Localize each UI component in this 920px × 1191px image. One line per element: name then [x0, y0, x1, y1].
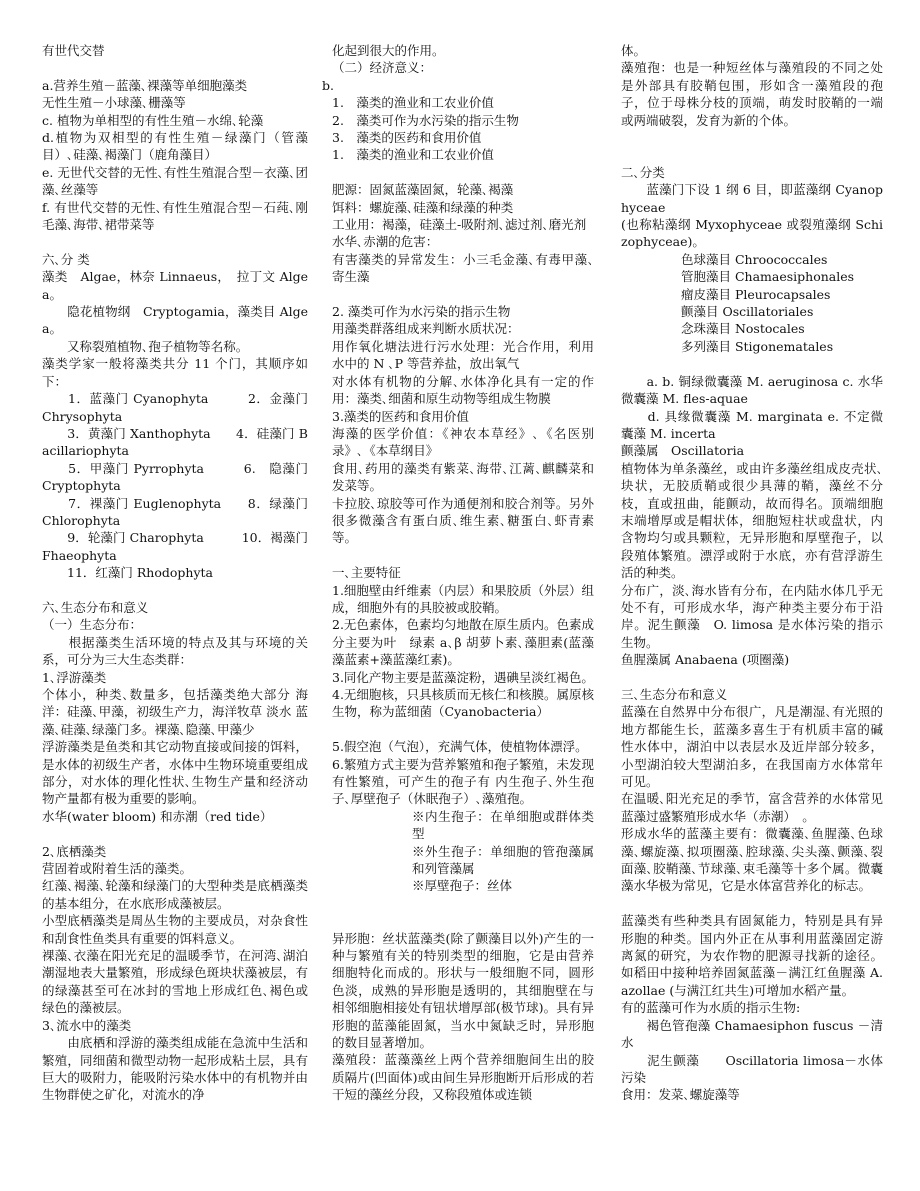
list-item: 2. 藻类可作为水污染的指示生物	[332, 112, 519, 128]
list-item: 管胞藻目 Chamaesiphonales	[681, 269, 855, 285]
section-heading: 二､分类	[621, 164, 665, 180]
text-line: 营固着或附着生活的藻类。	[42, 861, 193, 877]
subheading: 3､流水中的藻类	[42, 1017, 132, 1033]
text-line: a.营养生殖－蓝藻､裸藻等单细胞藻类	[42, 77, 248, 93]
column-right	[621, 42, 883, 1104]
subheading: 2. 藻类可作为水污染的指示生物	[332, 304, 511, 320]
text-line: 藻殖孢：也是一种短丝体与藻殖段的不同之处是外部具有胶鞘包围，形如含一藻殖段的孢子，位于母株分枝的顶端，萌发时胶鞘的一端或两端破裂，发育为新的个体。	[621, 60, 883, 128]
text-line: 褐色管孢藻 Chamaesiphon fuscus －清水	[621, 1017, 883, 1051]
text-line: 食用､药用的藻类有紫菜､海带､江蓠､麒麟菜和发菜等。	[332, 460, 594, 494]
section-heading: 三､生态分布和意义	[621, 686, 728, 702]
text-line: 肥源：固氮蓝藻固氮，轮藻､褐藻	[332, 182, 514, 198]
text-line: 植物体为单条藻丝，或由许多藻丝组成皮壳状､块状，无胶质鞘或很少具薄的鞘，藻丝不分枝，直或扭曲，能颤动，故而得名。顶端细胞末端增厚或是帽状体，细胞短柱状或盘状，内含物均匀或具颗粒，无异形胞和厚壁孢子，以段殖体繁殖。漂浮或附于水底，亦有营浮游生活的种类。	[621, 460, 883, 581]
text-line: c. 植物为单相型的有性生殖－水绵､轮藻	[42, 112, 264, 128]
list-item: 1. 藻类的渔业和工农业价值	[332, 95, 494, 111]
list-item: 3. 藻类的医药和食用价值	[332, 130, 482, 146]
text-line: 有害藻类的异常发生：小三毛金藻､有毒甲藻､寄生藻	[332, 251, 594, 285]
text-line: 泥生颤藻 Oscillatoria limosa－水体污染	[621, 1052, 883, 1085]
text-line: f. 有世代交替的无性､有性生殖混合型－石莼､刚毛藻､海带､裙带菜等	[42, 199, 308, 233]
list-item: 瘤皮藻目 Pleurocapsales	[681, 286, 831, 302]
list-item: 1．蓝藻门 Cyanophyta 2．金藻门 Chrysophyta	[42, 391, 308, 424]
text-line: 浮游藻类是鱼类和其它动物直接或间接的饵料，是水体的初级生产者，水体中生物环境重要组成部分，对水体的理化性状､生物生产量和经济动物产量都有极为重要的影响。	[42, 739, 308, 807]
text-line: 藻类 Algae，林奈 Linnaeus， 拉丁文 Algea。	[42, 269, 308, 302]
text-line: e. 无世代交替的无性､有性生殖混合型－衣藻､团藻､丝藻等	[42, 164, 308, 198]
section-heading: 六､分 类	[42, 251, 90, 267]
column-middle	[322, 42, 594, 1104]
section-heading: 一､主要特征	[332, 565, 401, 581]
list-item: 多列藻目 Stigonematales	[681, 338, 834, 354]
text-line: 在温暖､阳光充足的季节，富含营养的水体常见蓝藻过盛繁殖形成水华（赤潮） 。	[621, 791, 883, 824]
subheading: 3.藻类的医药和食用价值	[332, 408, 469, 424]
text-line: 又称裂殖植物､孢子植物等名称。	[42, 338, 249, 354]
text-line: 用作氧化塘法进行污水处理：光合作用，利用水中的 N ､P 等营养盐，放出氧气	[332, 338, 594, 372]
text-line: 有的蓝藻可作为水质的指示生物:	[621, 1000, 801, 1016]
section-heading: 六､生态分布和意义	[42, 599, 149, 615]
text-line: 5.假空泡（气泡），充满气体，使植物体漂浮。	[332, 739, 588, 755]
text-line: 蓝藻在自然界中分布很广，凡是潮湿､有光照的地方都能生长，蓝藻多喜生于有机质丰富的碱性水体中，湖泊中以表层水及近岸部分较多，小型湖泊较大型湖泊多，在我国南方水体常年可见。	[621, 704, 883, 790]
text-line: 裸藻､衣藻在阳光充足的温暖季节，在河湾､湖泊潮湿地表大量繁殖，形成绿色斑块状藻被层，有的绿藻甚至可在冰封的雪地上形成红色､褐色或绿色的藻被层。	[42, 948, 308, 1016]
text-line: 小型底栖藻类是周丛生物的主要成员，对杂食性和刮食性鱼类具有重要的饵料意义。	[42, 913, 308, 946]
text-line: 分布广，淡､海水皆有分布，在内陆水体几乎无处不有，可形成水华，海产种类主要分布于沿岸。泥生颤藻 O. limosa 是水体污染的指示生物。	[621, 582, 883, 650]
text-line: d. 具缘微囊藻 M. marginata e. 不定微囊藻 M. incerta	[621, 408, 883, 441]
list-item: 9．轮藻门 Charophyta 10．褐藻门 Fhaeophyta	[42, 530, 308, 563]
text-line: 水华､赤潮的危害：	[332, 234, 439, 250]
text-line: （一）生态分布：	[42, 617, 143, 633]
subheading: 1､浮游藻类	[42, 669, 107, 685]
subheading: （二）经济意义：	[332, 60, 433, 76]
note-line: ※内生孢子：在单细胞或群体类型	[412, 808, 594, 842]
text-line: 3.同化产物主要是蓝藻淀粉，遇碘呈淡红褐色。	[332, 669, 594, 685]
text-line: 颤藻属 Oscillatoria	[621, 443, 745, 459]
text-line: 无性生殖－小球藻､栅藻等	[42, 95, 186, 111]
text-line: 异形胞：丝状蓝藻类(除了颤藻目以外)产生的一种与繁殖有关的特别类型的细胞，它是由营养细胞特化而成的。形状与一般细胞不同，圆形色淡，成熟的异形胞是透明的，其细胞壁在与相邻细胞相接处有钮状增厚部(极节球)。具有异形胞的蓝藻能固氮，当水中氮缺乏时，异形胞的数目显著增加。	[332, 930, 594, 1051]
text-line: 海藻的医学价值：《神农本草经》､《名医别录》､《本草纲目》	[332, 425, 594, 459]
list-item: 5．甲藻门 Pyrrophyta 6. 隐藻门 Cryptophyta	[42, 460, 308, 494]
text-line: 由底栖和浮游的藻类组成能在急流中生活和繁殖，同细菌和微型动物一起形成粘土层，具有巨大的吸附力，能吸附污染水体中的有机物并由生物群使之矿化，对流水的净	[42, 1035, 308, 1103]
text-line: d.植物为双相型的有性生殖－绿藻门（管藻目）､硅藻､褐藻门（鹿角藻目）	[42, 130, 308, 163]
text-line: a. b. 铜绿微囊藻 M. aeruginosa c. 水华微囊藻 M. fles-aquae	[621, 373, 883, 407]
text-line: (也称粘藻纲 Myxophyceae 或裂殖藻纲 Schizophyceae)。	[621, 217, 883, 250]
text-line: 藻类学家一般将藻类共分 11 个门，其顺序如下：	[42, 356, 308, 389]
text-line: 红藻､褐藻､轮藻和绿藻门的大型种类是底栖藻类的基本组分，在水底形成藻被层。	[42, 878, 308, 911]
list-item: 7．裸藻门 Euglenophyta 8．绿藻门 Chlorophyta	[42, 495, 308, 528]
list-item: 3．黄藻门 Xanthophyta 4．硅藻门 Bacillariophyta	[42, 425, 308, 459]
text-line: 工业用：褐藻，硅藻土-吸附剂､滤过剂､磨光剂	[332, 217, 587, 233]
text-line: 个体小，种类､数量多，包括藻类绝大部分 海洋：硅藻､甲藻，初级生产力，海洋牧草 淡水 蓝藻､硅藻､绿藻门多。裸藻､隐藻､甲藻少	[42, 686, 308, 737]
text-line: 食用：发菜､螺旋藻等	[621, 1087, 740, 1103]
text-line: 化起到很大的作用。	[332, 43, 445, 58]
text-line: 隐花植物纲 Cryptogamia，藻类目 Algea。	[42, 304, 308, 337]
list-item: 念珠藻目 Nostocales	[681, 321, 805, 337]
text-line: 根据藻类生活环境的特点及其与环境的关系，可分为三大生态类群：	[42, 634, 308, 668]
text-line: 蓝藻类有些种类具有固氮能力，特别是具有异形胞的种类。国内外正在从事利用蓝藻固定游离氮的研究，为农作物的肥源寻找新的途径。如稻田中接种培养固氮蓝藻－满江红鱼腥藻 A. azollae (与满江红共生)可增加水稻产量。	[621, 913, 883, 998]
text-line: 4.无细胞核，只具核质而无核仁和核膜。属原核生物，称为蓝细菌（Cyanobacteria）	[332, 686, 594, 720]
text-line: 2.无色素体，色素均匀地散在原生质内。色素成分主要为叶 绿素 a､β 胡萝卜素､藻胆素(蓝藻藻蓝素+藻蓝藻红素)。	[332, 617, 594, 668]
text-line: 形成水华的蓝藻主要有：微囊藻､鱼腥藻､色球藻､螺旋藻､拟项圈藻､腔球藻､尖头藻､颤藻､裂面藻､胶鞘藻､节球藻､束毛藻等十多个属。微囊藻水华极为常见，它是水体富营养化的标志。	[621, 826, 883, 894]
text-line: 用藻类群落组成来判断水质状况：	[332, 321, 520, 337]
text-line: 饵料：螺旋藻､硅藻和绿藻的种类	[332, 199, 514, 215]
text-line: 水华(water bloom) 和赤潮（red tide）	[42, 808, 273, 824]
text-line: 6.繁殖方式主要为营养繁殖和孢子繁殖，未发现有性繁殖，可产生的孢子有 内生孢子､外生孢子､厚壁孢子（休眠孢子）､藻殖孢。	[332, 756, 594, 807]
subheading: 2､底栖藻类	[42, 843, 107, 859]
text-line: 体。	[621, 43, 647, 58]
text-line: 藻殖段：蓝藻藻丝上两个营养细胞间生出的胶质隔片(凹面体)或由间生异形胞断开后形成的若干短的藻丝分段，又称段殖体或连锁	[332, 1052, 594, 1103]
note-line: ※厚壁孢子：丝体	[412, 878, 513, 894]
text-line: 卡拉胶､琼胶等可作为通便剂和胶合剂等。另外很多微藻含有蛋白质､维生素､糖蛋白､虾青素等。	[332, 495, 594, 546]
text-line: 有世代交替	[42, 43, 105, 58]
note-line: ※外生孢子：单细胞的管孢藻属和列管藻属	[412, 843, 594, 877]
column-left	[42, 42, 308, 1104]
text-line: 蓝藻门下设 1 纲 6 目，即蓝藻纲 Cyanophyceae	[621, 182, 883, 215]
list-item: 11．红藻门 Rhodophyta	[42, 565, 213, 581]
list-item: 色球藻目 Chroococcales	[681, 251, 828, 267]
text-line: b.	[322, 77, 334, 93]
text-line: 鱼腥藻属 Anabaena (项圈藻)	[621, 652, 790, 668]
text-line: 1.细胞壁由纤维素（内层）和果胶质（外层）组成，细胞外有的具胶被或胶鞘。	[332, 582, 594, 615]
text-line: 对水体有机物的分解､水体净化具有一定的作用：藻类､细菌和原生动物等组成生物膜	[332, 373, 594, 407]
list-item: 1. 藻类的渔业和工农业价值	[332, 147, 494, 163]
list-item: 颤藻目 Oscillatoriales	[681, 304, 814, 320]
